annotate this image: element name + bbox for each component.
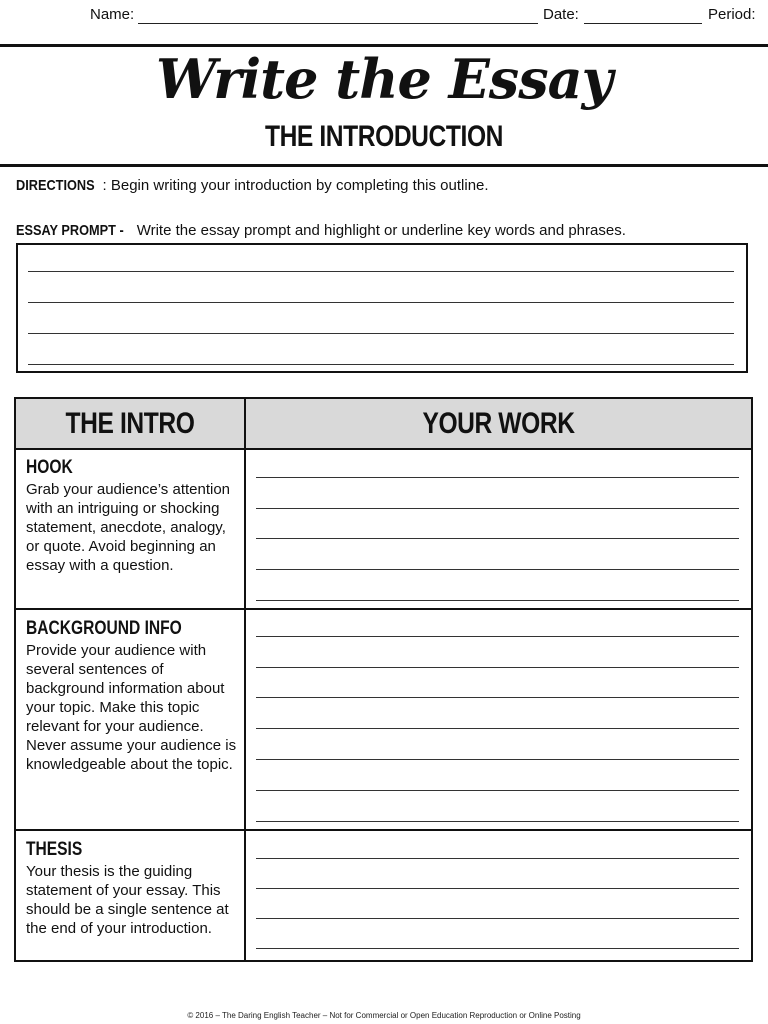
writing-line[interactable]: [256, 728, 739, 729]
writing-line[interactable]: [256, 569, 739, 570]
directions-label: DIRECTIONS: [16, 177, 95, 194]
essay-prompt-label: ESSAY PROMPT -: [16, 222, 124, 239]
page-title: Write the Essay: [156, 47, 612, 111]
thesis-cell: [26, 839, 238, 938]
thesis-description: Your thesis is the guiding statement of your essay. This should be a single sentence at the end of your introduction.: [26, 863, 229, 937]
page-subtitle: THE INTRODUCTION: [264, 120, 504, 153]
thesis-title: THESIS: [26, 839, 83, 860]
writing-line[interactable]: [256, 697, 739, 698]
header-work-label: YOUR WORK: [422, 407, 575, 440]
row-divider: [16, 608, 751, 610]
writing-line[interactable]: [256, 918, 739, 919]
writing-line[interactable]: [256, 858, 739, 859]
column-divider: [244, 399, 246, 960]
directions: [16, 177, 489, 194]
date-field[interactable]: [584, 23, 702, 24]
student-info-row: [0, 4, 768, 28]
writing-line[interactable]: [28, 364, 734, 365]
writing-line[interactable]: [256, 538, 739, 539]
date-label: Date:: [543, 6, 579, 23]
copyright-footer: © 2016 – The Daring English Teacher – Not for Commercial or Open Education Reproduction or Online Posting: [187, 1011, 581, 1020]
name-label: Name:: [90, 6, 135, 23]
writing-line[interactable]: [256, 600, 739, 601]
writing-line[interactable]: [256, 636, 739, 637]
writing-line[interactable]: [256, 790, 739, 791]
title-divider: [0, 164, 768, 167]
writing-line[interactable]: [256, 759, 739, 760]
writing-line[interactable]: [256, 508, 739, 509]
writing-line[interactable]: [256, 888, 739, 889]
hook-description: Grab your audience’s attention with an intriguing or shocking statement, anecdote, analogy, or quote. Avoid beginning an essay with a question.: [26, 481, 231, 574]
essay-prompt-text: Write the essay prompt and highlight or underline key words and phrases.: [136, 222, 626, 239]
name-field[interactable]: [138, 23, 538, 24]
background-info-title: BACKGROUND INFO: [26, 618, 182, 639]
writing-line[interactable]: [256, 821, 739, 822]
essay-prompt-box[interactable]: [16, 243, 748, 373]
hook-title: HOOK: [26, 457, 73, 478]
header-cell-work: [246, 399, 751, 450]
period-label: Period:: [708, 6, 756, 23]
writing-line[interactable]: [28, 302, 734, 303]
directions-text: : Begin writing your introduction by completing this outline.: [102, 177, 489, 194]
row-divider: [16, 829, 751, 831]
writing-line[interactable]: [256, 477, 739, 478]
hook-cell: [26, 457, 238, 575]
writing-line[interactable]: [256, 667, 739, 668]
essay-prompt-instruction: [16, 222, 626, 239]
header-cell-intro: [16, 399, 244, 450]
writing-line[interactable]: [28, 271, 734, 272]
intro-outline-table: [14, 397, 753, 962]
writing-line[interactable]: [256, 948, 739, 949]
writing-line[interactable]: [28, 333, 734, 334]
header-intro-label: THE INTRO: [65, 407, 195, 440]
background-info-cell: [26, 618, 238, 774]
background-info-description: Provide your audience with several sentences of background information about your topic. Make this topic relevant for your audience. Never assume your audience is knowledgeable about the topic.: [26, 642, 237, 773]
